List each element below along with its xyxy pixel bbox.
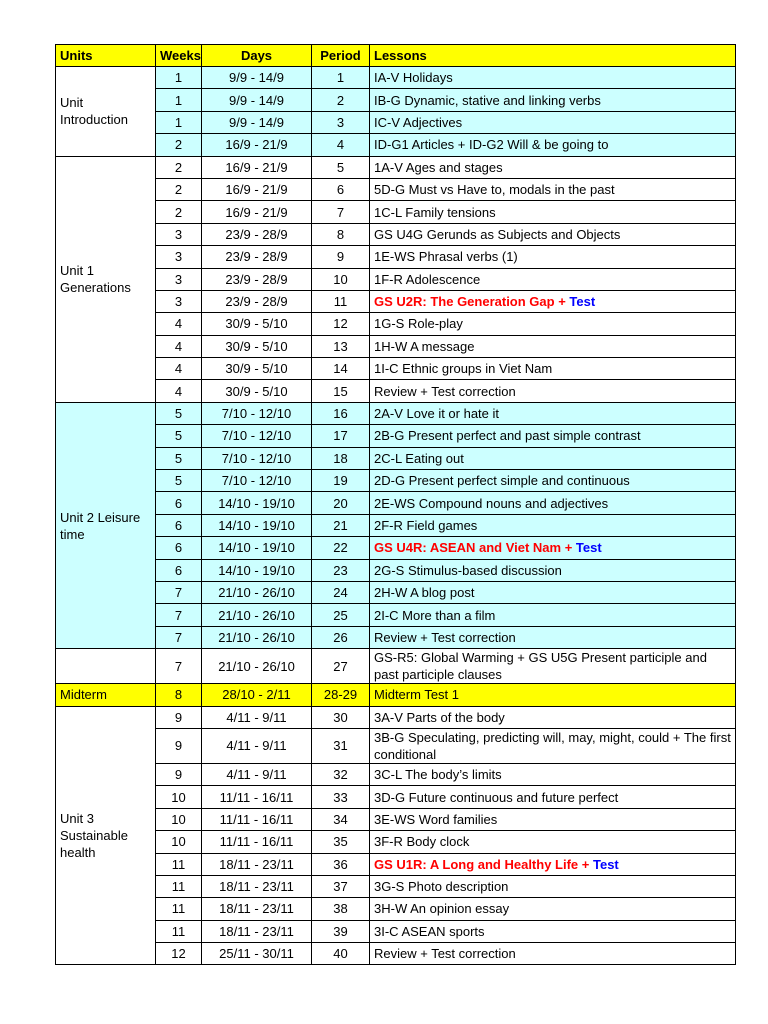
days-cell: 14/10 - 19/10 [202, 537, 312, 559]
period-cell: 8 [312, 223, 370, 245]
period-cell: 27 [312, 649, 370, 684]
period-cell: 16 [312, 402, 370, 424]
week-cell: 5 [156, 470, 202, 492]
table-row [56, 223, 736, 245]
days-cell: 21/10 - 26/10 [202, 604, 312, 626]
table-row [56, 728, 736, 763]
week-cell: 6 [156, 514, 202, 536]
table-row [56, 920, 736, 942]
table-row [56, 313, 736, 335]
table-row [56, 67, 736, 89]
week-cell: 4 [156, 380, 202, 402]
week-cell: 9 [156, 706, 202, 728]
table-row [56, 943, 736, 965]
week-cell: 3 [156, 290, 202, 312]
period-cell: 28-29 [312, 684, 370, 706]
lesson-cell: 2I-C More than a film [370, 604, 736, 626]
days-cell: 14/10 - 19/10 [202, 559, 312, 581]
lesson-cell: 2C-L Eating out [370, 447, 736, 469]
days-cell: 7/10 - 12/10 [202, 402, 312, 424]
days-cell: 4/11 - 9/11 [202, 728, 312, 763]
period-cell: 35 [312, 831, 370, 853]
lesson-cell: 1C-L Family tensions [370, 201, 736, 223]
week-cell: 1 [156, 67, 202, 89]
lesson-cell: 2A-V Love it or hate it [370, 402, 736, 424]
test-label: Test [592, 856, 619, 872]
table-row [56, 831, 736, 853]
table-row [56, 470, 736, 492]
table-row [56, 156, 736, 178]
lesson-cell: GS-R5: Global Warming + GS U5G Present participle and past participle clauses [370, 649, 736, 684]
days-cell: 23/9 - 28/9 [202, 290, 312, 312]
table-row [56, 268, 736, 290]
week-cell: 10 [156, 831, 202, 853]
unit-cell: Unit 2 Leisure time [56, 402, 156, 648]
lesson-cell: 2B-G Present perfect and past simple contrast [370, 425, 736, 447]
days-cell: 7/10 - 12/10 [202, 447, 312, 469]
lesson-schedule-table [55, 44, 736, 965]
header-days: Days [202, 45, 312, 67]
table-row [56, 898, 736, 920]
days-cell: 30/9 - 5/10 [202, 358, 312, 380]
lesson-cell: IA-V Holidays [370, 67, 736, 89]
table-row [56, 853, 736, 875]
lesson-cell: 3E-WS Word families [370, 808, 736, 830]
lesson-cell: 3B-G Speculating, predicting will, may, might, could + The first conditional [370, 728, 736, 763]
table-row [56, 134, 736, 156]
week-cell: 3 [156, 223, 202, 245]
days-cell: 11/11 - 16/11 [202, 831, 312, 853]
period-cell: 34 [312, 808, 370, 830]
period-cell: 23 [312, 559, 370, 581]
period-cell: 9 [312, 246, 370, 268]
period-cell: 37 [312, 875, 370, 897]
period-cell: 4 [312, 134, 370, 156]
table-row [56, 763, 736, 785]
lesson-text: GS U2R: The Generation Gap + [374, 294, 570, 310]
week-cell: 6 [156, 492, 202, 514]
lesson-cell: 2F-R Field games [370, 514, 736, 536]
unit-cell [56, 649, 156, 684]
period-cell: 15 [312, 380, 370, 402]
week-cell: 5 [156, 402, 202, 424]
days-cell: 30/9 - 5/10 [202, 313, 312, 335]
week-cell: 8 [156, 684, 202, 706]
lesson-cell: 1E-WS Phrasal verbs (1) [370, 246, 736, 268]
days-cell: 4/11 - 9/11 [202, 706, 312, 728]
table-row [56, 514, 736, 536]
days-cell: 23/9 - 28/9 [202, 223, 312, 245]
days-cell: 28/10 - 2/11 [202, 684, 312, 706]
week-cell: 3 [156, 246, 202, 268]
lesson-cell [370, 290, 736, 312]
lesson-cell: 3H-W An opinion essay [370, 898, 736, 920]
period-cell: 36 [312, 853, 370, 875]
period-cell: 12 [312, 313, 370, 335]
week-cell: 10 [156, 786, 202, 808]
week-cell: 2 [156, 201, 202, 223]
week-cell: 4 [156, 313, 202, 335]
days-cell: 25/11 - 30/11 [202, 943, 312, 965]
week-cell: 4 [156, 358, 202, 380]
lesson-cell: Review + Test correction [370, 626, 736, 648]
period-cell: 17 [312, 425, 370, 447]
week-cell: 9 [156, 728, 202, 763]
table-row [56, 246, 736, 268]
days-cell: 14/10 - 19/10 [202, 492, 312, 514]
lesson-cell: 2E-WS Compound nouns and adjectives [370, 492, 736, 514]
table-row [56, 335, 736, 357]
week-cell: 2 [156, 134, 202, 156]
table-row [56, 111, 736, 133]
days-cell: 16/9 - 21/9 [202, 134, 312, 156]
header-weeks: Weeks [156, 45, 202, 67]
period-cell: 25 [312, 604, 370, 626]
week-cell: 6 [156, 559, 202, 581]
week-cell: 1 [156, 89, 202, 111]
period-cell: 1 [312, 67, 370, 89]
days-cell: 7/10 - 12/10 [202, 470, 312, 492]
lesson-cell: 1I-C Ethnic groups in Viet Nam [370, 358, 736, 380]
days-cell: 23/9 - 28/9 [202, 246, 312, 268]
lesson-cell: 3G-S Photo description [370, 875, 736, 897]
week-cell: 11 [156, 920, 202, 942]
days-cell: 11/11 - 16/11 [202, 808, 312, 830]
header-period: Period [312, 45, 370, 67]
week-cell: 9 [156, 763, 202, 785]
period-cell: 7 [312, 201, 370, 223]
week-cell: 2 [156, 178, 202, 200]
lesson-cell: 3C-L The body’s limits [370, 763, 736, 785]
week-cell: 11 [156, 875, 202, 897]
table-row [56, 290, 736, 312]
table-row [56, 447, 736, 469]
lesson-cell: GS U4G Gerunds as Subjects and Objects [370, 223, 736, 245]
days-cell: 16/9 - 21/9 [202, 178, 312, 200]
period-cell: 18 [312, 447, 370, 469]
days-cell: 30/9 - 5/10 [202, 335, 312, 357]
days-cell: 11/11 - 16/11 [202, 786, 312, 808]
week-cell: 7 [156, 581, 202, 603]
days-cell: 30/9 - 5/10 [202, 380, 312, 402]
period-cell: 24 [312, 581, 370, 603]
week-cell: 12 [156, 943, 202, 965]
unit-cell: Unit 3 Sustainable health [56, 706, 156, 965]
table-row [56, 492, 736, 514]
week-cell: 11 [156, 898, 202, 920]
period-cell: 10 [312, 268, 370, 290]
period-cell: 20 [312, 492, 370, 514]
week-cell: 7 [156, 649, 202, 684]
period-cell: 14 [312, 358, 370, 380]
days-cell: 21/10 - 26/10 [202, 649, 312, 684]
days-cell: 9/9 - 14/9 [202, 67, 312, 89]
header-row [56, 45, 736, 67]
days-cell: 21/10 - 26/10 [202, 581, 312, 603]
period-cell: 30 [312, 706, 370, 728]
lesson-cell: 1G-S Role-play [370, 313, 736, 335]
week-cell: 2 [156, 156, 202, 178]
days-cell: 16/9 - 21/9 [202, 201, 312, 223]
table-row [56, 559, 736, 581]
period-cell: 5 [312, 156, 370, 178]
period-cell: 26 [312, 626, 370, 648]
lesson-cell: 2D-G Present perfect simple and continuous [370, 470, 736, 492]
table-row [56, 604, 736, 626]
table-row [56, 358, 736, 380]
lesson-cell: IC-V Adjectives [370, 111, 736, 133]
period-cell: 38 [312, 898, 370, 920]
table-row [56, 178, 736, 200]
lesson-cell: Review + Test correction [370, 943, 736, 965]
lesson-cell: 3I-C ASEAN sports [370, 920, 736, 942]
week-cell: 1 [156, 111, 202, 133]
lesson-cell: IB-G Dynamic, stative and linking verbs [370, 89, 736, 111]
days-cell: 16/9 - 21/9 [202, 156, 312, 178]
lesson-cell: 3F-R Body clock [370, 831, 736, 853]
week-cell: 6 [156, 537, 202, 559]
week-cell: 7 [156, 626, 202, 648]
period-cell: 13 [312, 335, 370, 357]
table-row [56, 380, 736, 402]
days-cell: 7/10 - 12/10 [202, 425, 312, 447]
lesson-cell: Review + Test correction [370, 380, 736, 402]
period-cell: 31 [312, 728, 370, 763]
days-cell: 9/9 - 14/9 [202, 89, 312, 111]
days-cell: 18/11 - 23/11 [202, 898, 312, 920]
lesson-cell [370, 537, 736, 559]
table-row [56, 706, 736, 728]
lesson-cell: 1H-W A message [370, 335, 736, 357]
days-cell: 4/11 - 9/11 [202, 763, 312, 785]
lesson-cell [370, 853, 736, 875]
week-cell: 10 [156, 808, 202, 830]
week-cell: 11 [156, 853, 202, 875]
table-row [56, 875, 736, 897]
week-cell: 7 [156, 604, 202, 626]
unit-cell: Midterm [56, 684, 156, 706]
period-cell: 33 [312, 786, 370, 808]
days-cell: 18/11 - 23/11 [202, 920, 312, 942]
header-units: Units [56, 45, 156, 67]
period-cell: 22 [312, 537, 370, 559]
lesson-cell: 3A-V Parts of the body [370, 706, 736, 728]
days-cell: 23/9 - 28/9 [202, 268, 312, 290]
week-cell: 5 [156, 425, 202, 447]
lesson-text: GS U4R: ASEAN and Viet Nam + [374, 540, 576, 556]
period-cell: 2 [312, 89, 370, 111]
week-cell: 3 [156, 268, 202, 290]
days-cell: 18/11 - 23/11 [202, 853, 312, 875]
table-row [56, 581, 736, 603]
period-cell: 40 [312, 943, 370, 965]
lesson-cell: 5D-G Must vs Have to, modals in the past [370, 178, 736, 200]
period-cell: 39 [312, 920, 370, 942]
unit-cell: Unit 1 Generations [56, 156, 156, 402]
days-cell: 21/10 - 26/10 [202, 626, 312, 648]
unit-cell: Unit Introduction [56, 67, 156, 157]
lesson-cell: ID-G1 Articles + ID-G2 Will & be going to [370, 134, 736, 156]
table-row [56, 402, 736, 424]
period-cell: 11 [312, 290, 370, 312]
week-cell: 5 [156, 447, 202, 469]
days-cell: 14/10 - 19/10 [202, 514, 312, 536]
lesson-cell: 1F-R Adolescence [370, 268, 736, 290]
days-cell: 18/11 - 23/11 [202, 875, 312, 897]
lesson-cell: 2H-W A blog post [370, 581, 736, 603]
table-row [56, 201, 736, 223]
table-row [56, 425, 736, 447]
lesson-cell: Midterm Test 1 [370, 684, 736, 706]
table-row [56, 626, 736, 648]
table-row [56, 786, 736, 808]
lesson-cell: 1A-V Ages and stages [370, 156, 736, 178]
lesson-cell: 2G-S Stimulus-based discussion [370, 559, 736, 581]
table-row [56, 649, 736, 684]
lesson-text: GS U1R: A Long and Healthy Life + [374, 856, 593, 872]
table-row [56, 89, 736, 111]
period-cell: 6 [312, 178, 370, 200]
header-lessons: Lessons [370, 45, 736, 67]
table-row [56, 808, 736, 830]
table-row [56, 537, 736, 559]
week-cell: 4 [156, 335, 202, 357]
period-cell: 3 [312, 111, 370, 133]
period-cell: 32 [312, 763, 370, 785]
period-cell: 19 [312, 470, 370, 492]
table-row [56, 684, 736, 706]
period-cell: 21 [312, 514, 370, 536]
lesson-cell: 3D-G Future continuous and future perfect [370, 786, 736, 808]
days-cell: 9/9 - 14/9 [202, 111, 312, 133]
test-label: Test [575, 540, 602, 556]
test-label: Test [569, 294, 596, 310]
